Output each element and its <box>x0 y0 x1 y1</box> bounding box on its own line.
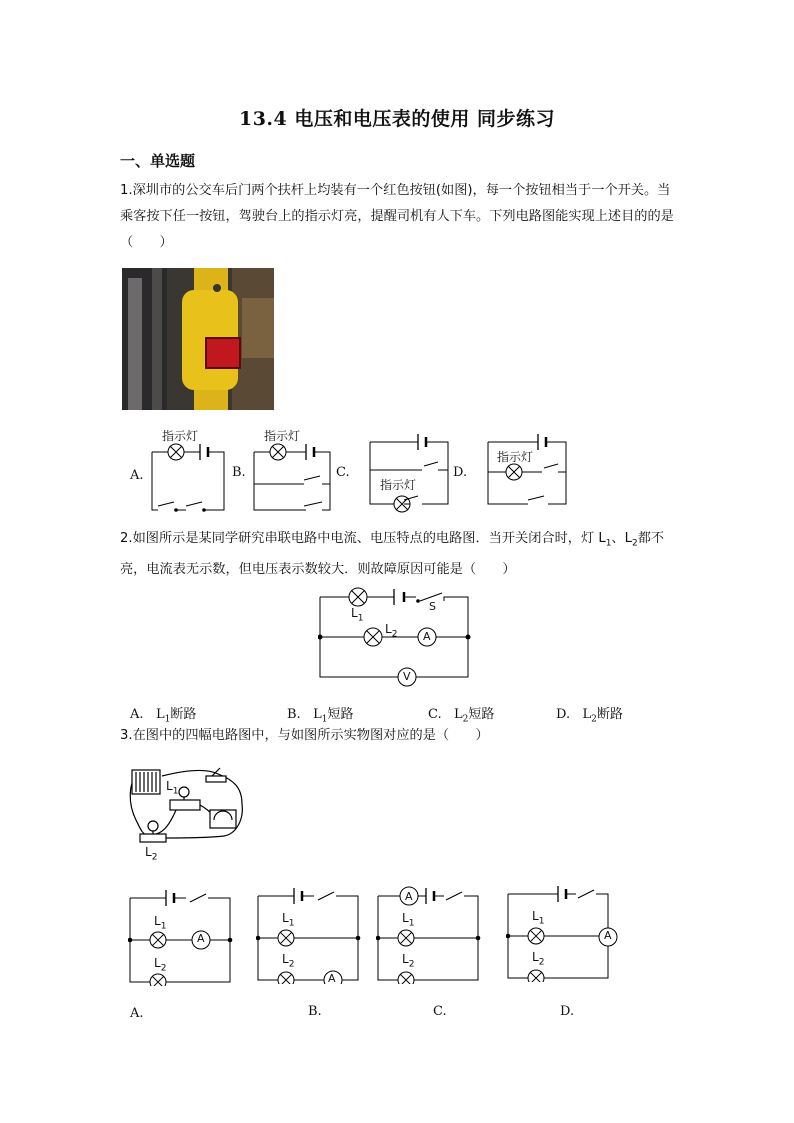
q1-circuit-c <box>366 432 452 516</box>
q3-b-label-l1: $L_1$ <box>282 911 295 929</box>
q1-circuit-b <box>250 436 332 516</box>
page-title: 13.4 电压和电压表的使用 同步练习 <box>238 108 555 130</box>
q3-option-c: C. <box>433 1004 447 1019</box>
q2-option-b: B. $L_1$短路 <box>287 707 354 725</box>
q3-option-b: B. <box>308 1004 322 1019</box>
q3-photo-label-l1: $L_1$ <box>166 779 179 797</box>
question-1-text: 1.深圳市的公交车后门两个扶杆上均装有一个红色按钮(如图)，每一个按钮相当于一个开关。当乘客按下任一按钮，驾驶台上的指示灯亮，提醒司机有人下车。下列电路图能实现上述目的的是（ ） <box>120 183 674 250</box>
q2-circuit-diagram <box>318 585 478 693</box>
q3-d-label-l1: $L_1$ <box>532 909 545 927</box>
q1-option-a: A. <box>130 468 144 483</box>
question-2-text: 2.如图所示是某同学研究串联电路中电流、电压特点的电路图．当开关闭合时，灯 $L_1$、$L_2$都不亮，电流表无示数，但电压表示数较大．则故障原因可能是（ ） <box>120 531 665 577</box>
bus-button-photo <box>122 268 274 410</box>
voltmeter-symbol: V <box>403 670 411 683</box>
q3-physical-circuit <box>126 764 250 846</box>
ammeter-symbol: A <box>423 630 431 643</box>
q1-c-lamp-label: 指示灯 <box>380 478 417 492</box>
q3-d-label-l2: $L_2$ <box>532 950 545 968</box>
q3-d-ammeter: A <box>604 929 612 942</box>
q3-a-label-l1: $L_1$ <box>154 914 167 932</box>
q1-a-lamp-label: 指示灯 <box>162 429 199 443</box>
q3-b-label-l2: $L_2$ <box>282 952 295 970</box>
q2-label-switch: S <box>429 600 436 613</box>
q1-d-lamp-label: 指示灯 <box>497 450 534 464</box>
q1-option-d: D. <box>453 465 468 480</box>
q3-c-label-l2: $L_2$ <box>402 952 415 970</box>
q3-circuit-c <box>376 884 482 984</box>
q3-photo-label-l2: $L_2$ <box>145 845 158 863</box>
q2-option-a: A. $L_1$断路 <box>130 707 197 725</box>
q3-circuit-b <box>256 884 362 984</box>
q3-c-ammeter: A <box>405 890 413 903</box>
q3-a-ammeter: A <box>197 932 205 945</box>
question-3-text: 3.在图中的四幅电路图中，与如图所示实物图对应的是（ ） <box>120 728 489 743</box>
q1-b-lamp-label: 指示灯 <box>264 429 301 443</box>
q3-option-a: A. <box>130 1006 144 1021</box>
q1-option-b: B. <box>232 465 246 480</box>
q2-option-d: D. $L_2$断路 <box>556 707 623 725</box>
q3-a-label-l2: $L_2$ <box>154 956 167 974</box>
q1-option-c: C. <box>336 465 350 480</box>
q3-c-label-l1: $L_1$ <box>402 911 415 929</box>
q2-label-l1: $L_1$ <box>351 606 364 624</box>
q3-option-d: D. <box>560 1004 575 1019</box>
q3-circuit-d <box>506 882 618 982</box>
q3-b-ammeter: A <box>328 972 336 985</box>
section-heading: 一、单选题 <box>120 152 196 170</box>
q2-option-c: C. $L_2$短路 <box>428 707 495 725</box>
q1-circuit-d <box>486 432 570 516</box>
q2-label-l2: $L_2$ <box>385 622 398 640</box>
q3-circuit-a <box>128 886 234 986</box>
